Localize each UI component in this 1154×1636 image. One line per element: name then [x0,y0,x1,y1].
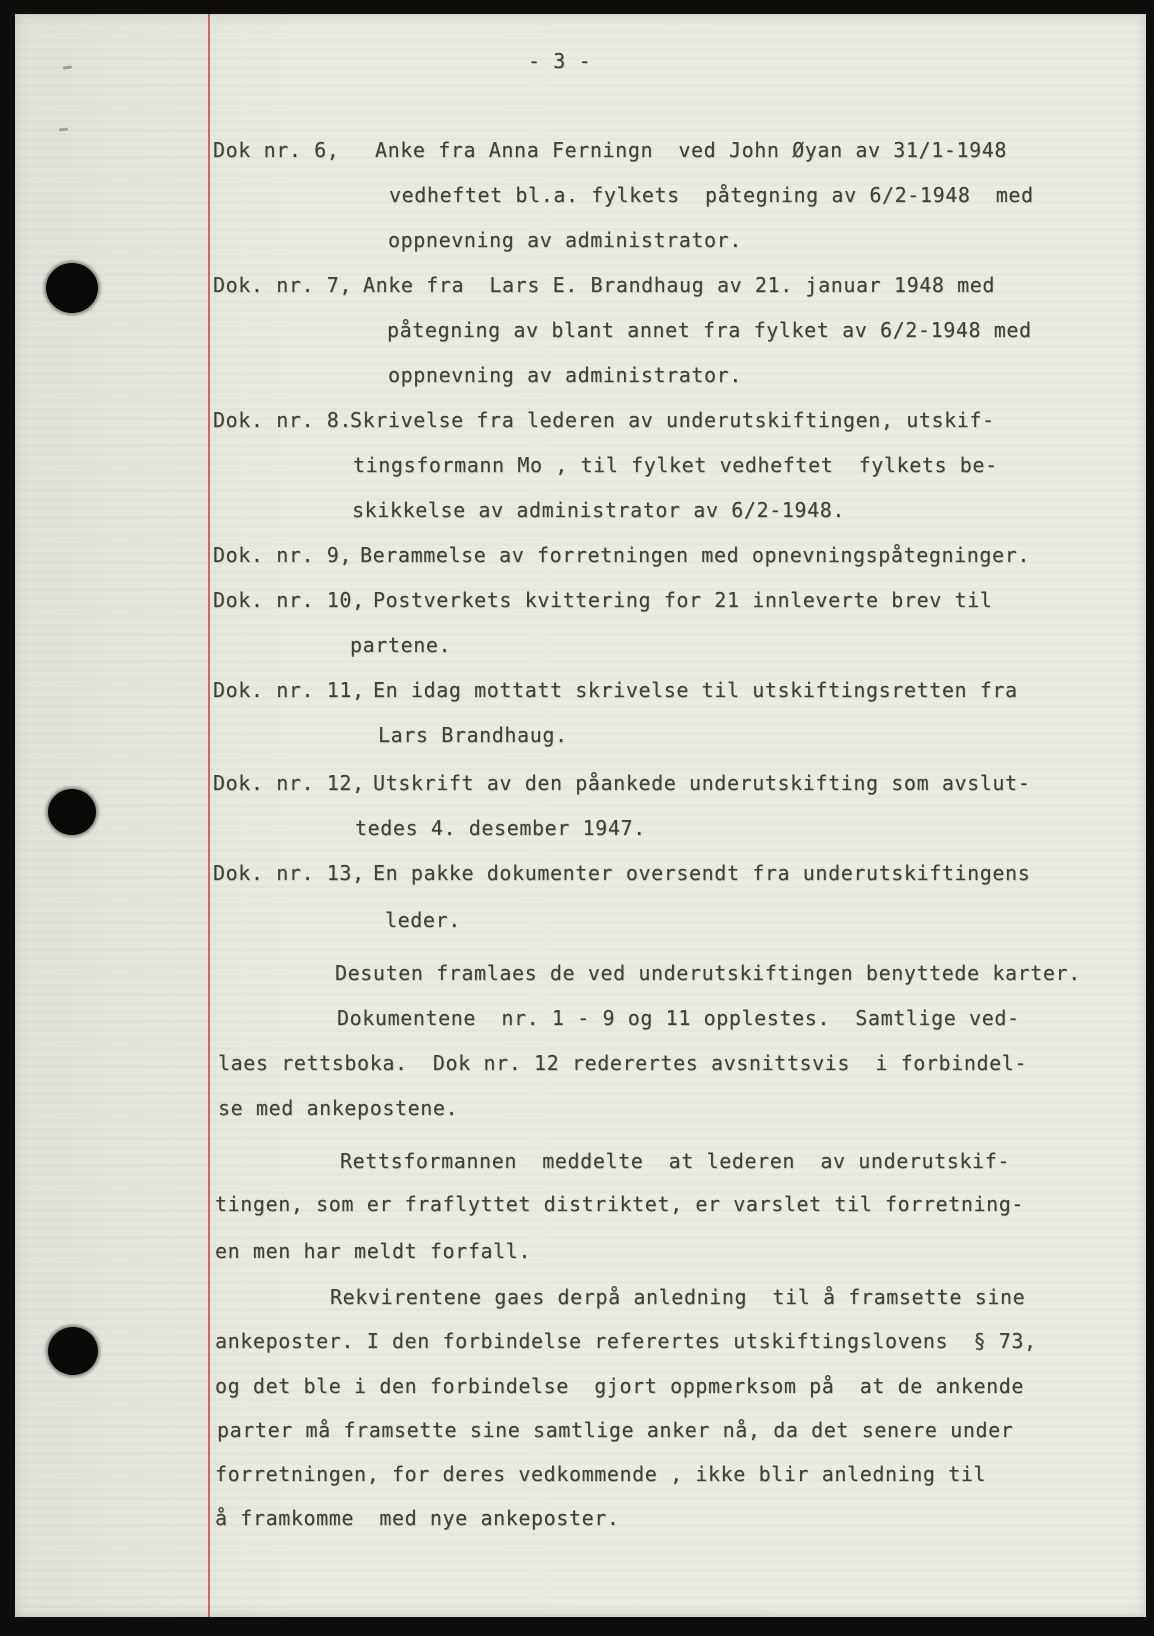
doc-entry-line: Anke fra Anna Ferningn ved John Øyan av 31/1-1948 [375,138,1008,162]
paragraph-line: se med ankepostene. [218,1096,459,1120]
doc-entry-line: oppnevning av administrator. [388,228,742,252]
paragraph-line: Dokumentene nr. 1 - 9 og 11 opplestes. Samtlige ved- [337,1006,1020,1030]
paragraph-line: å framkomme med nye ankeposter. [215,1506,620,1530]
pencil-mark [59,128,68,132]
doc-entry-line: Skrivelse fra lederen av underutskiftingen, utskif- [350,408,995,432]
doc-entry-line: En idag mottatt skrivelse til utskiftingsretten fra [373,678,1018,702]
paper-sheet [15,14,1146,1617]
paragraph-line: Desuten framlaes de ved underutskiftingen benyttede karter. [335,961,1081,985]
doc-entry-label: Dok. nr. 12, [213,771,365,795]
paragraph-line: Rekvirentene gaes derpå anledning til å framsette sine [330,1285,1026,1309]
paragraph-line: parter må framsette sine samtlige anker nå, da det senere under [217,1418,1014,1442]
red-margin-line [208,14,210,1617]
doc-entry-label: Dok. nr. 8. [213,408,353,432]
doc-entry-line: partene. [350,633,452,657]
paragraph-line: forretningen, for deres vedkommende , ikke blir anledning til [215,1462,987,1486]
paragraph-line: tingen, som er fraflyttet distriktet, er varslet til forretning- [215,1192,1025,1216]
paragraph-line: ankeposter. I den forbindelse referertes utskiftingslovens § 73, [215,1329,1037,1353]
hole-punch-top [46,263,98,313]
doc-entry-line: skikkelse av administrator av 6/2-1948. [352,498,845,522]
doc-entry-line: Berammelse av forretningen med opnevningspåtegninger. [360,543,1030,567]
hole-punch-bottom [48,1327,98,1375]
pencil-mark [63,65,72,69]
hole-punch-middle [48,789,96,835]
doc-entry-line: oppnevning av administrator. [388,363,742,387]
doc-entry-line: tingsformann Mo , til fylket vedheftet fylkets be- [353,453,998,477]
paragraph-line: Rettsformannen meddelte at lederen av underutskif- [340,1149,1010,1173]
doc-entry-line: En pakke dokumenter oversendt fra underutskiftingens [373,861,1031,885]
doc-entry-label: Dok. nr. 7, [213,273,353,297]
paragraph-line: laes rettsboka. Dok nr. 12 rederertes avsnittsvis i forbindel- [218,1051,1028,1075]
doc-entry-line: Postverkets kvittering for 21 innleverte brev til [373,588,993,612]
doc-entry-line: Anke fra Lars E. Brandhaug av 21. januar 1948 med [363,273,996,297]
doc-entry-label: Dok. nr. 13, [213,861,365,885]
doc-entry-label: Dok. nr. 11, [213,678,365,702]
doc-entry-line: Lars Brandhaug. [378,723,568,747]
doc-entry-label: Dok nr. 6, [213,138,340,162]
doc-entry-line: vedheftet bl.a. fylkets påtegning av 6/2-1948 med [389,183,1034,207]
doc-entry-line: Utskrift av den påankede underutskifting som avslut- [373,771,1031,795]
doc-entry-label: Dok. nr. 9, [213,543,353,567]
paragraph-line: og det ble i den forbindelse gjort oppmerksom på at de ankende [215,1374,1025,1398]
page-number: - 3 - [528,49,592,73]
doc-entry-line: tedes 4. desember 1947. [355,816,646,840]
doc-entry-line: leder. [385,908,461,932]
doc-entry-label: Dok. nr. 10, [213,588,365,612]
doc-entry-line: påtegning av blant annet fra fylket av 6/2-1948 med [387,318,1032,342]
paragraph-line: en men har meldt forfall. [215,1239,532,1263]
